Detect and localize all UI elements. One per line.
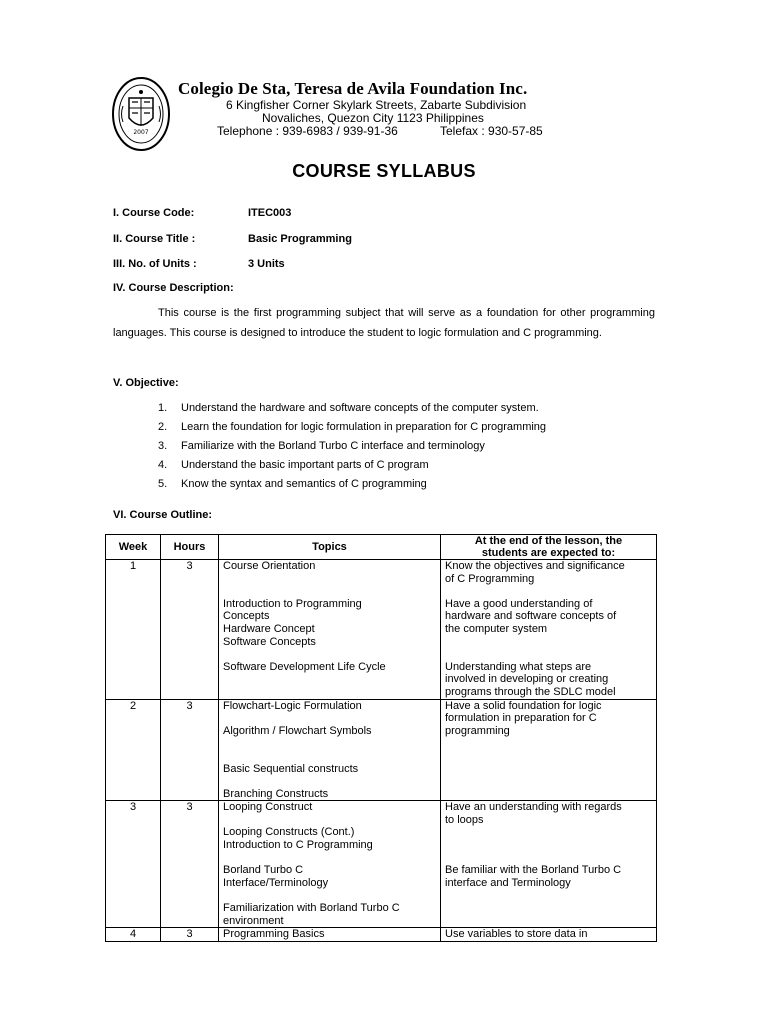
topics-cell: [219, 801, 441, 928]
expected-cell: [441, 560, 657, 700]
week-cell: 2: [106, 699, 161, 801]
hours-cell: 3: [161, 928, 219, 942]
objective-item: 5. Know the syntax and semantics of C programming: [158, 478, 427, 490]
objective-item: 2. Learn the foundation for logic formulation in preparation for C programming: [158, 421, 547, 433]
topic-line: environment: [223, 914, 284, 927]
topic-line: Introduction to Programming: [223, 597, 362, 610]
expected-line: [445, 585, 652, 598]
topics-cell: [219, 560, 441, 700]
expected-cell: [441, 801, 657, 928]
topic-line: [223, 648, 436, 661]
objective-item: 1. Understand the hardware and software concepts of the computer system.: [158, 402, 539, 414]
description-label: IV. Course Description:: [113, 282, 234, 294]
expected-line: Know the objectives and significance: [445, 560, 625, 572]
course-outline-table: [105, 534, 657, 942]
topic-line: [223, 889, 436, 902]
topic-line: [223, 852, 436, 865]
expected-line: Understanding what steps are: [445, 660, 592, 673]
topic-line: Concepts: [223, 610, 270, 623]
expected-line: interface and Terminology: [445, 876, 571, 889]
table-row: [106, 560, 657, 700]
expected-cell: [441, 928, 657, 942]
topics-cell: [219, 928, 441, 942]
topic-line: Basic Sequential constructs: [223, 762, 359, 775]
units-label: III. No. of Units :: [113, 258, 197, 270]
expected-line: Have a solid foundation for logic: [445, 699, 602, 712]
expected-line: Be familiar with the Borland Turbo C: [445, 864, 622, 877]
topic-line: [223, 814, 436, 827]
objective-item: 3. Familiarize with the Borland Turbo C interface and terminology: [158, 440, 485, 452]
topic-line: Borland Turbo C: [223, 864, 304, 877]
week-cell: 1: [106, 560, 161, 700]
expected-line: [445, 826, 652, 839]
school-name: Colegio De Sta, Teresa de Avila Foundation Inc.: [178, 79, 528, 98]
topic-line: Course Orientation: [223, 560, 316, 572]
expected-line: Have a good understanding of: [445, 597, 593, 610]
topics-header: Topics: [219, 535, 441, 560]
course-code-label: I. Course Code:: [113, 207, 195, 219]
week-header: Week: [106, 535, 161, 560]
expected-cell: [441, 699, 657, 801]
expected-line: involved in developing or creating: [445, 673, 609, 686]
expected-line: [445, 648, 652, 661]
telefax: Telefax : 930-57-85: [440, 124, 543, 138]
topic-line: Hardware Concept: [223, 622, 315, 635]
expected-line: Have an understanding with regards: [445, 801, 622, 814]
expected-line: to loops: [445, 813, 484, 826]
topic-line: Looping Construct: [223, 801, 313, 814]
topic-line: Software Concepts: [223, 635, 316, 648]
topic-line: Programming Basics: [223, 928, 325, 941]
expected-line: Use variables to store data in: [445, 928, 588, 941]
address-line-1: 6 Kingfisher Corner Skylark Streets, Zabarte Subdivision: [226, 98, 527, 112]
outline-label: VI. Course Outline:: [113, 509, 213, 521]
expected-line: of C Programming: [445, 572, 535, 585]
week-cell: 3: [106, 801, 161, 928]
expected-line: [445, 839, 652, 852]
topic-line: Software Development Life Cycle: [223, 660, 386, 673]
expected-line: programs through the SDLC model: [445, 685, 616, 698]
topics-cell: [219, 699, 441, 801]
expected-header: At the end of the lesson, the students are expected to:: [441, 535, 657, 560]
course-description: This course is the first programming subject that will serve as a foundation for other programming languages. This course is designed to introduce the student to logic formulation and C programming.: [113, 307, 655, 339]
topic-line: Flowchart-Logic Formulation: [223, 699, 362, 712]
units-value: 3 Units: [248, 258, 285, 270]
expected-line: [445, 636, 652, 649]
topic-line: Familiarization with Borland Turbo C: [223, 902, 400, 915]
table-header-row: [106, 535, 657, 560]
topic-line: [223, 750, 436, 763]
topic-line: [223, 585, 436, 598]
expected-line: programming: [445, 724, 510, 737]
topic-line: [223, 573, 436, 586]
hours-cell: 3: [161, 560, 219, 700]
hours-cell: 3: [161, 699, 219, 801]
page-title: COURSE SYLLABUS: [292, 161, 476, 181]
course-title-value: Basic Programming: [248, 233, 352, 245]
expected-line: formulation in preparation for C: [445, 712, 597, 725]
objective-item: 4. Understand the basic important parts of C program: [158, 459, 429, 471]
seal-year: 2007: [133, 129, 149, 136]
table-row: [106, 928, 657, 942]
topic-line: [223, 712, 436, 725]
table-row: [106, 801, 657, 928]
course-title-label: II. Course Title :: [113, 233, 196, 245]
telephone: Telephone : 939-6983 / 939-91-36: [217, 124, 398, 138]
topic-line: [223, 775, 436, 788]
expected-line: hardware and software concepts of: [445, 610, 617, 623]
expected-line: the computer system: [445, 622, 548, 635]
objective-label: V. Objective:: [113, 377, 179, 389]
topic-line: Branching Constructs: [223, 787, 329, 800]
table-row: [106, 699, 657, 801]
hours-cell: 3: [161, 801, 219, 928]
course-code-value: ITEC003: [248, 207, 292, 219]
topic-line: Introduction to C Programming: [223, 839, 373, 852]
week-cell: 4: [106, 928, 161, 942]
topic-line: Interface/Terminology: [223, 876, 329, 889]
hours-header: Hours: [161, 535, 219, 560]
address-line-2: Novaliches, Quezon City 1123 Philippines: [262, 111, 484, 125]
school-seal-logo: [111, 76, 171, 152]
expected-line: [445, 852, 652, 865]
topic-line: Algorithm / Flowchart Symbols: [223, 724, 372, 737]
topic-line: [223, 737, 436, 750]
topic-line: Looping Constructs (Cont.): [223, 826, 355, 839]
